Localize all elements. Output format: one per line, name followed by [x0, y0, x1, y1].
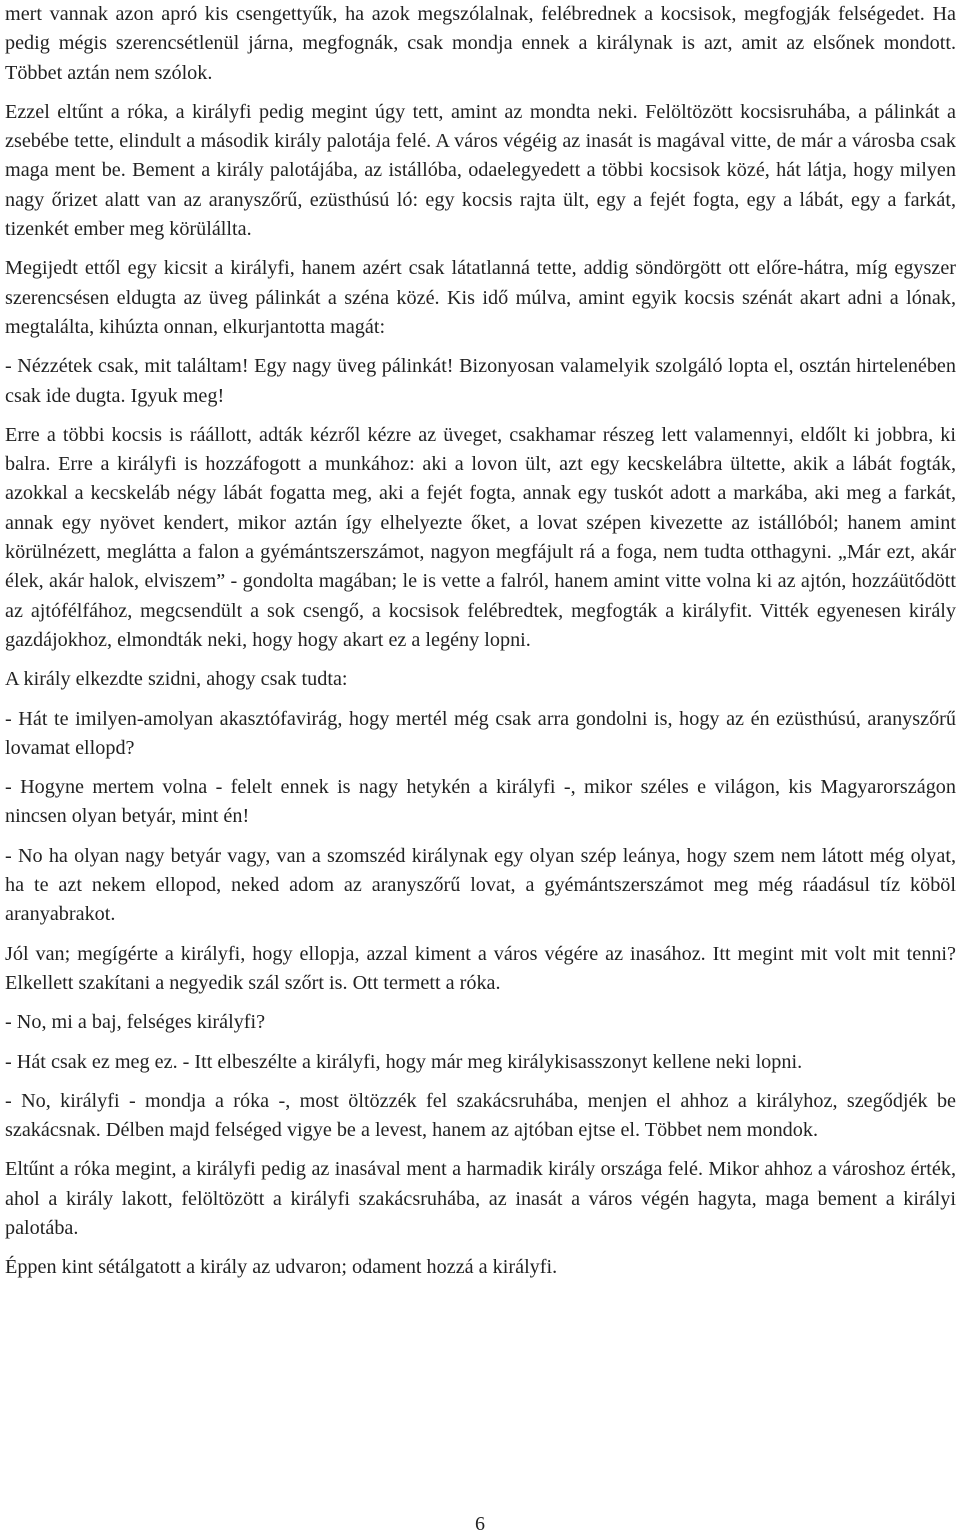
- paragraph: Ezzel eltűnt a róka, a királyfi pedig megint úgy tett, amint az mondta neki. Felöltözött kocsisruhába, a pálinkát a zsebébe tette, elindult a második király palotája felé. A város végéig az inasát is magával vitte, de már a városba csak maga ment be. Bement a király palotájába, az istállóba, odaelegyedett a többi kocsisok közé, hát látja, hogy milyen nagy őrizet alatt van az aranyszőrű, ezüsthúsú ló: egy kocsis rajta ült, egy a fejét fogta, egy a lábát, egy a farkát, tizenkét ember meg körülállta.: [5, 100, 956, 241]
- paragraph: mert vannak azon apró kis csengettyűk, ha azok megszólalnak, felébrednek a kocsisok, megfogják felségedet. Ha pedig mégis szerencsétlenül járna, megfognák, csak mondja ennek a királynak is azt, amit az elsőnek mondott. Többet aztán nem szólok.: [5, 3, 956, 84]
- paragraph: - No ha olyan nagy betyár vagy, van a szomszéd királynak egy olyan szép leánya, hogy szem nem látott még olyat, ha te azt nekem ellopod, neked adom az aranyszőrű lovat, a gyémántszerszámot meg még ráadásul tíz köböl aranyabrakot.: [5, 844, 956, 926]
- page-number: 6: [475, 1513, 485, 1535]
- paragraph: - Hogyne mertem volna - felelt ennek is nagy hetykén a királyfi -, mikor széles e világon, kis Magyarországon nincsen olyan betyár, mint én!: [5, 776, 956, 828]
- paragraph: - Hát te imilyen-amolyan akasztófavirág, hogy mertél még csak arra gondolni is, hogy az én ezüsthúsú, aranyszőrű lovamat ellopd?: [5, 707, 956, 759]
- paragraph: Éppen kint sétálgatott a király az udvaron; odament hozzá a királyfi.: [5, 1256, 558, 1279]
- paragraph: - No, mi a baj, felséges királyfi?: [5, 1011, 266, 1034]
- paragraph: - No, királyfi - mondja a róka -, most öltözzék fel szakácsruhába, menjen el ahhoz a királyhoz, szegődjék be szakácsnak. Délben majd felséged vigye be a levest, hanem az ajtóban ejtse el. Többet nem mondok.: [5, 1089, 956, 1142]
- paragraph: - Hát csak ez meg ez. - Itt elbeszélte a királyfi, hogy már meg királykisasszonyt kellene neki lopni.: [5, 1050, 803, 1073]
- paragraph: Eltűnt a róka megint, a királyfi pedig az inasával ment a harmadik király országa felé. Mikor ahhoz a városhoz érték, ahol a király lakott, felöltözött a királyfi szakácsruhába, az inasát a város végén hagyta, maga bement a királyi palotába.: [5, 1158, 956, 1239]
- paragraph: Jól van; megígérte a királyfi, hogy ellopja, azzal kiment a város végére az inasához. Itt megint mit volt mit tenni? Elkellett szakítani a negyedik szál szőrt is. Ott termett a róka.: [5, 942, 956, 994]
- body-text: [5, 0, 956, 1293]
- paragraph: A király elkezdte szidni, ahogy csak tudta:: [5, 668, 348, 691]
- paragraph: Megijedt ettől egy kicsit a királyfi, hanem azért csak látatlanná tette, addig söndörgött ott előre-hátra, míg egyszer szerencsésen eldugta az üveg pálinkát a széna közé. Kis idő múlva, amint egyik kocsis szénát akart adni a lónak, megtalálta, kihúzta onnan, elkurjantotta magát:: [5, 257, 956, 338]
- paragraph: Erre a többi kocsis is ráállott, adták kézről kézre az üveget, csakhamar részeg lett valamennyi, eldőlt ki jobbra, ki balra. Erre a királyfi is hozzáfogott a munkához: aki a lovon ült, azt egy kecskelábra ültette, akik a lábát fogták, azokkal a kecskeláb négy lábát fogatta meg, aki a fejét fogta, annak egy tuskót adott a markába, aki meg a farkát, annak egy nyövet kendert, mikor aztán így elhelyezte őket, a lovat szépen kivezette az istállóból; hanem amint körülnézett, meglátta a falon a gyémántszerszámot, nagyon megfájult rá a foga, nem tudta otthagyni. „Már ezt, akár élek, akár halok, elviszem” - gondolta magában; le is vette a falról, hanem amint vitte volna ki az ajtón, hozzáütődött az ajtófélfához, megcsendült a sok csengő, a kocsisok felébredtek, megfogták a királyfit. Vitték egyenesen király gazdájokhoz, elmondták neki, hogy hogy akart ez a legény lopni.: [5, 423, 956, 651]
- paragraph: - Nézzétek csak, mit találtam! Egy nagy üveg pálinkát! Bizonyosan valamelyik szolgáló lopta el, osztán hirtelenében csak ide dugta. Igyuk meg!: [5, 355, 956, 407]
